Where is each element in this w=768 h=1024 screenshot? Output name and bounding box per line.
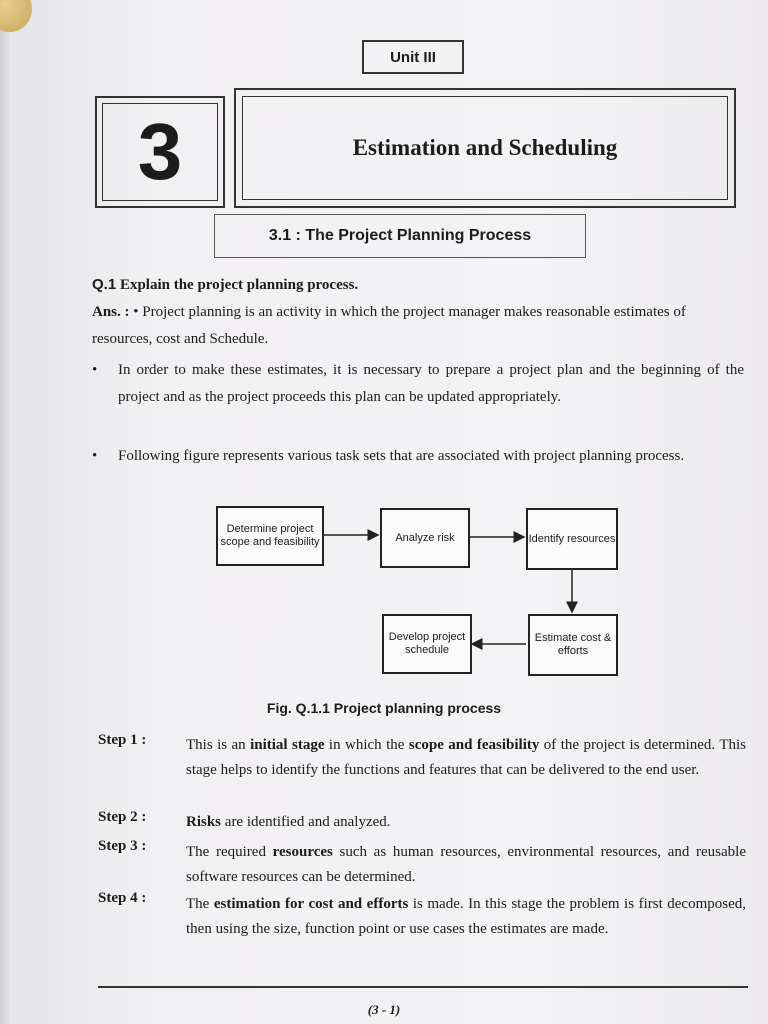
unit-label: Unit III — [362, 40, 464, 74]
box-analyze-risk: Analyze risk — [380, 508, 470, 568]
box-estimate-cost: Estimate cost & efforts — [528, 614, 618, 676]
page-edge — [0, 0, 12, 1024]
bullet-dot-icon: • — [133, 304, 143, 320]
answer-bullet-1 — [92, 299, 744, 353]
step-1-label: Step 1 : — [98, 732, 147, 748]
answer-bullet-2: In order to make these estimates, it is necessary to prepare a project plan and the beginning of the project and as the project proceeds this plan can be updated appropriately. — [118, 362, 744, 405]
figure-caption: Fig. Q.1.1 Project planning process — [266, 700, 502, 716]
step-2-label: Step 2 : — [98, 809, 147, 825]
footer-rule — [98, 986, 748, 988]
section-title: 3.1 : The Project Planning Process — [214, 214, 586, 258]
flow-diagram — [210, 502, 630, 682]
step-4-label: Step 4 : — [98, 890, 147, 906]
box-determine-scope: Determine project scope and feasibility — [216, 506, 324, 566]
step-2-text: Risks are identified and analyzed. — [186, 814, 391, 830]
box-identify-resources: Identify resources — [526, 508, 618, 570]
step-1-text: This is an initial stage in which the scope and feasibility of the project is determined. This stage helps to identify the functions and features that can be delivered to the end user. — [186, 737, 746, 778]
question-number: Q.1 — [92, 276, 117, 293]
bullet-dot-icon: • — [92, 448, 98, 464]
step-3-text: The required resources such as human resources, environmental resources, and reusable software resources can be determined. — [186, 844, 746, 885]
step-4-text: The estimation for cost and efforts is made. In this stage the problem is first decomposed, then using the size, function point or use cases the estimates are made. — [186, 896, 746, 937]
question — [92, 276, 358, 294]
chapter-number-box — [95, 96, 225, 208]
chapter-title: Estimation and Scheduling — [242, 96, 728, 200]
answer-bullet-3: Following figure represents various task sets that are associated with project planning process. — [118, 448, 685, 464]
sticker — [0, 0, 32, 32]
bullet-dot-icon: • — [92, 362, 98, 378]
answer-label: Ans. : — [92, 304, 130, 320]
chapter-title-box — [234, 88, 736, 208]
page-number: (3 - 1) — [367, 1002, 401, 1017]
box-develop-schedule: Develop project schedule — [382, 614, 472, 674]
chapter-number: 3 — [102, 103, 218, 201]
answer-text-1: Project planning is an activity in which the project manager makes reasonable estimates of resources, cost and Schedule. — [92, 304, 686, 347]
question-text: Explain the project planning process. — [119, 277, 359, 293]
step-3-label: Step 3 : — [98, 838, 147, 854]
